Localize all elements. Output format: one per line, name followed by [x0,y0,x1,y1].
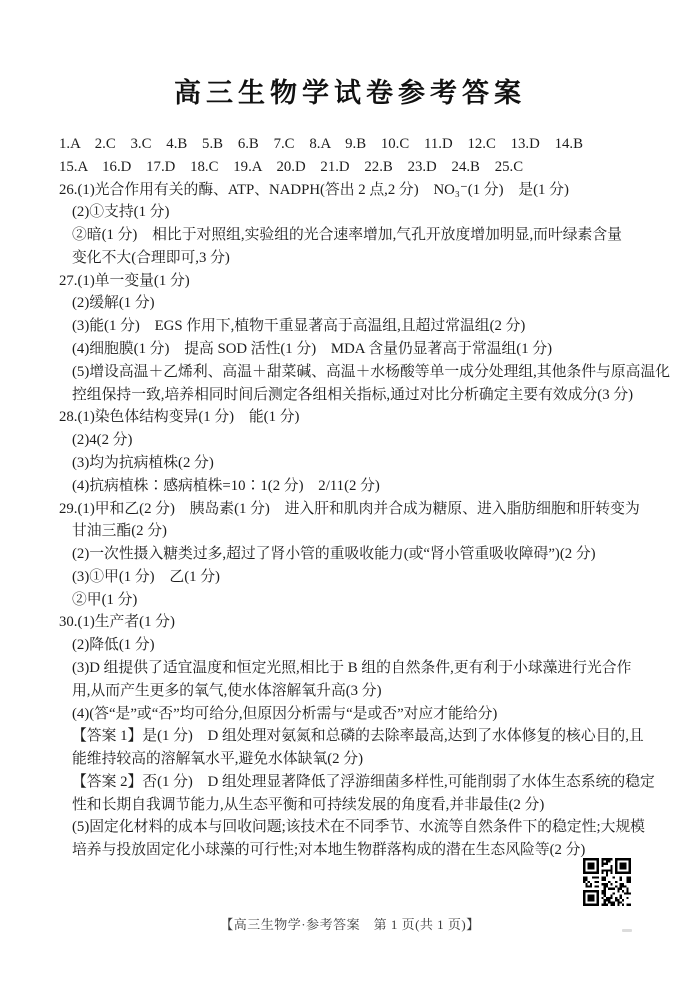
answer-line: 26.(1)光合作用有关的酶、ATP、NADPH(答出 2 点,2 分) NO₃⁻(1 分) 是(1 分) [59,181,569,198]
answer-line: 能维持较高的溶解氧水平,避免水体缺氧(2 分) [72,751,363,768]
answer-line: (3)①甲(1 分) 乙(1 分) [72,568,220,585]
answer-line: 用,从而产生更多的氧气,使水体溶解氧升高(3 分) [72,682,382,699]
answer-line: (2)4(2 分) [72,432,133,449]
page-title: 高三生物学试卷参考答案 [174,78,526,109]
answer-line: 30.(1)生产者(1 分) [59,614,175,631]
answer-line: 【答案 2】否(1 分) D 组处理显著降低了浮游细菌多样性,可能削弱了水体生态系统的稳定 [72,773,655,790]
answer-body [59,133,671,862]
answer-line: 变化不大(合理即可,3 分) [72,249,230,266]
answer-line: (2)缓解(1 分) [72,295,155,312]
answer-line: 28.(1)染色体结构变异(1 分) 能(1 分) [59,409,300,426]
answer-line: 15.A 16.D 17.D 18.C 19.A 20.D 21.D 22.B 23.D 24.B 25.C [59,158,524,175]
qr-code-icon [583,858,631,906]
answer-line: 控组保持一致,培养相同时间后测定各组相关指标,通过对比分析确定主要有效成分(3 分) [72,386,634,403]
page-footer: 【高三生物学·参考答案 第 1 页(共 1 页)】 [220,917,480,932]
answer-line: (3)均为抗病植株(2 分) [72,454,214,471]
answer-line: (2)①支持(1 分) [72,204,170,221]
answer-line: 27.(1)单一变量(1 分) [59,272,190,289]
answer-line: 培养与投放固定化小球藻的可行性;对本地生物群落构成的潜在生态风险等(2 分) [72,842,586,859]
answer-line: 甘油三酯(2 分) [72,523,167,540]
answer-line: 【答案 1】是(1 分) D 组处理对氨氮和总磷的去除率最高,达到了水体修复的核心目的,且 [72,728,644,745]
answer-line: (3)D 组提供了适宜温度和恒定光照,相比于 B 组的自然条件,更有利于小球藻进行光合作 [72,659,632,676]
answer-line: (4)(答“是”或“否”均可给分,但原因分析需与“是或否”对应才能给分) [72,705,498,722]
answer-line: 性和长期自我调节能力,从生态平衡和可持续发展的角度看,并非最佳(2 分) [72,796,545,813]
answer-line: (4)抗病植株∶感病植株=10∶1(2 分) 2/11(2 分) [72,477,380,494]
answer-line: (4)细胞膜(1 分) 提高 SOD 活性(1 分) MDA 含量仍显著高于常温组(1 分) [72,341,553,358]
answer-line: (5)增设高温＋乙烯利、高温＋甜菜碱、高温＋水杨酸等单一成分处理组,其他条件与原高温化 [72,363,671,380]
answer-line: ②甲(1 分) [72,591,138,608]
answer-line: 29.(1)甲和乙(2 分) 胰岛素(1 分) 进入肝和肌肉并合成为糖原、进入脂肪细胞和肝转变为 [59,500,640,517]
answer-line: 1.A 2.C 3.C 4.B 5.B 6.B 7.C 8.A 9.B 10.C 11.D 12.C 13.D 14.B [59,136,583,152]
answer-line: (3)能(1 分) EGS 作用下,植物干重显著高于高温组,且超过常温组(2 分) [72,318,526,335]
answer-line: (5)固定化材料的成本与回收问题;该技术在不同季节、水流等自然条件下的稳定性;大规模 [72,819,645,836]
answer-line: (2)一次性摄入糖类过多,超过了肾小管的重吸收能力(或“肾小管重吸收障碍”)(2 分) [72,546,596,563]
answer-line: ②暗(1 分) 相比于对照组,实验组的光合速率增加,气孔开放度增加明显,而叶绿素含量 [72,227,622,244]
answer-line: (2)降低(1 分) [72,637,155,654]
